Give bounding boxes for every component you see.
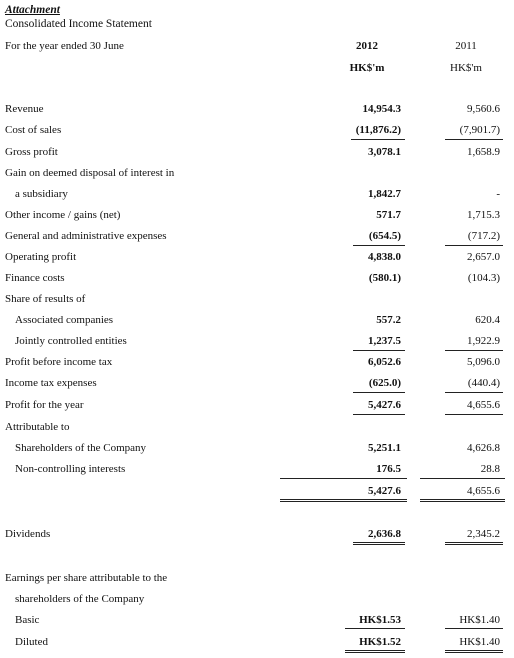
divider-line	[353, 350, 405, 351]
divider-line	[445, 650, 503, 651]
row-label-jointly-controlled-entities: Jointly controlled entities	[15, 335, 127, 347]
divider-line	[351, 139, 405, 140]
value-2011-non-controlling-interests: 28.8	[480, 463, 500, 475]
value-2011-shareholders: 4,626.8	[467, 442, 500, 454]
row-label-associated-companies: Associated companies	[15, 314, 114, 326]
value-2011-a-subsidiary: -	[496, 188, 500, 200]
row-label-operating-profit: Operating profit	[5, 251, 77, 263]
value-2012-dividends: 2,636.8	[368, 528, 401, 540]
divider-line	[420, 501, 505, 502]
period-label: For the year ended 30 June	[5, 40, 124, 52]
value-2011-other-income: 1,715.3	[467, 209, 500, 221]
row-label-finance-costs: Finance costs	[5, 272, 65, 284]
divider-line	[445, 350, 503, 351]
value-2011-dividends: 2,345.2	[467, 528, 500, 540]
divider-line	[353, 542, 405, 543]
attachment-heading: Attachment	[5, 4, 60, 16]
value-2012-gross-profit: 3,078.1	[368, 146, 401, 158]
value-2011-basic-eps: HK$1.40	[459, 614, 500, 626]
row-label-income-tax-expenses: Income tax expenses	[5, 377, 97, 389]
value-2012-diluted-eps: HK$1.52	[359, 636, 401, 648]
divider-line	[420, 499, 505, 500]
divider-line	[420, 478, 505, 479]
value-2012-jointly-controlled-entities: 1,237.5	[368, 335, 401, 347]
value-2011-jointly-controlled-entities: 1,922.9	[467, 335, 500, 347]
statement-title: Consolidated Income Statement	[5, 18, 152, 30]
unit-2011-header: HK$'m	[450, 62, 482, 74]
divider-line	[280, 501, 407, 502]
value-2011-revenue: 9,560.6	[467, 103, 500, 115]
value-2011-finance-costs: (104.3)	[467, 272, 500, 284]
value-2011-profit-before-tax: 5,096.0	[467, 356, 500, 368]
divider-line	[280, 478, 407, 479]
value-2011-diluted-eps: HK$1.40	[459, 636, 500, 648]
value-2012-non-controlling-interests: 176.5	[376, 463, 401, 475]
row-label-general-admin-expenses: General and administrative expenses	[5, 230, 167, 242]
value-2012-profit-before-tax: 6,052.6	[368, 356, 401, 368]
divider-line	[353, 392, 405, 393]
divider-line	[445, 139, 503, 140]
divider-line	[353, 414, 405, 415]
value-2012-shareholders: 5,251.1	[368, 442, 401, 454]
year-2011-header: 2011	[455, 40, 477, 52]
row-label-profit-for-year: Profit for the year	[5, 399, 84, 411]
value-2012-associated-companies: 557.2	[376, 314, 401, 326]
value-2012-finance-costs: (580.1)	[368, 272, 401, 284]
row-label-gross-profit: Gross profit	[5, 146, 58, 158]
row-label-cost-of-sales: Cost of sales	[5, 124, 62, 136]
value-2012-cost-of-sales: (11,876.2)	[355, 124, 401, 136]
divider-line	[345, 650, 405, 651]
value-2012-a-subsidiary: 1,842.7	[368, 188, 401, 200]
divider-line	[445, 544, 503, 545]
value-2011-associated-companies: 620.4	[475, 314, 500, 326]
value-2011-general-admin-expenses: (717.2)	[467, 230, 500, 242]
row-label-dividends: Dividends	[5, 528, 51, 540]
value-2012-operating-profit: 4,838.0	[368, 251, 401, 263]
value-2012-other-income: 571.7	[376, 209, 401, 221]
value-2011-gross-profit: 1,658.9	[467, 146, 500, 158]
value-2012-revenue: 14,954.3	[362, 103, 401, 115]
row-label-eps-shareholders: shareholders of the Company	[15, 593, 145, 605]
divider-line	[280, 499, 407, 500]
divider-line	[353, 544, 405, 545]
value-2011-cost-of-sales: (7,901.7)	[459, 124, 500, 136]
divider-line	[445, 652, 503, 653]
value-2012-basic-eps: HK$1.53	[359, 614, 401, 626]
divider-line	[445, 414, 503, 415]
value-2011-income-tax-expenses: (440.4)	[467, 377, 500, 389]
divider-line	[445, 628, 503, 629]
divider-line	[345, 628, 405, 629]
row-label-diluted: Diluted	[15, 636, 48, 648]
row-label-gain-on-deemed-disposal: Gain on deemed disposal of interest in	[5, 167, 175, 179]
row-label-a-subsidiary: a subsidiary	[15, 188, 68, 200]
unit-2012-header: HK$'m	[349, 62, 385, 74]
row-label-profit-before-tax: Profit before income tax	[5, 356, 113, 368]
row-label-share-of-results: Share of results of	[5, 293, 86, 305]
divider-line	[445, 542, 503, 543]
value-2012-income-tax-expenses: (625.0)	[368, 377, 401, 389]
row-label-other-income: Other income / gains (net)	[5, 209, 121, 221]
value-2012-profit-for-year: 5,427.6	[368, 399, 401, 411]
value-2011-attributable-total: 4,655.6	[467, 485, 500, 497]
row-label-shareholders: Shareholders of the Company	[15, 442, 147, 454]
row-label-attributable-to: Attributable to	[5, 421, 70, 433]
divider-line	[445, 392, 503, 393]
value-2011-profit-for-year: 4,655.6	[467, 399, 500, 411]
divider-line	[345, 652, 405, 653]
row-label-revenue: Revenue	[5, 103, 44, 115]
divider-line	[445, 245, 503, 246]
value-2012-attributable-total: 5,427.6	[368, 485, 401, 497]
value-2012-general-admin-expenses: (654.5)	[368, 230, 401, 242]
row-label-basic: Basic	[15, 614, 40, 626]
value-2011-operating-profit: 2,657.0	[467, 251, 500, 263]
year-2012-header: 2012	[356, 40, 378, 52]
divider-line	[353, 245, 405, 246]
row-label-eps-heading: Earnings per share attributable to the	[5, 572, 168, 584]
row-label-non-controlling-interests: Non-controlling interests	[15, 463, 126, 475]
